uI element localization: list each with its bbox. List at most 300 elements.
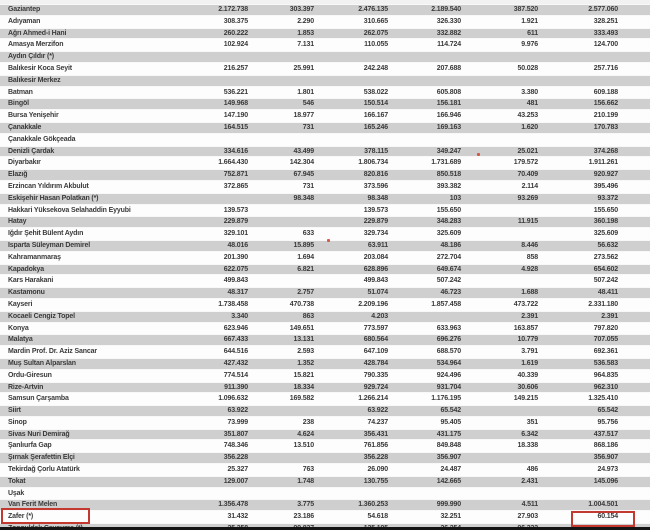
cell-value-3: 2.209.196 (358, 300, 388, 308)
cell-value-2: 731 (302, 123, 314, 131)
cell-value-4: 348.283 (436, 218, 461, 226)
cell-value-4: 103 (449, 194, 461, 202)
cell-value-2: 13.131 (293, 336, 314, 344)
cell-value-2: 238 (302, 418, 314, 426)
cell-value-2: 1.748 (297, 477, 314, 485)
cell-value-2: 1.352 (297, 359, 314, 367)
cell-value-6: 374.268 (593, 147, 618, 155)
cell-value-1: 164.515 (223, 123, 248, 131)
cell-value-3: 63.922 (367, 407, 388, 415)
cell-value-2: 633 (302, 230, 314, 238)
airport-name: Bingöl (8, 100, 29, 108)
airport-name: Şırnak Şerafettin Elçi (8, 454, 75, 462)
cell-value-4: 931.704 (436, 383, 461, 391)
cell-value-2: 1.801 (297, 88, 314, 96)
table-row (0, 440, 650, 452)
cell-value-2: 25.991 (293, 64, 314, 72)
cell-value-4: 696.276 (436, 336, 461, 344)
cell-value-1: 334.616 (223, 147, 248, 155)
cell-value-3: 1.360.253 (358, 501, 388, 509)
cell-value-4: 1.731.689 (431, 159, 461, 167)
cell-value-3: 165.246 (363, 123, 388, 131)
cell-value-4: 605.808 (436, 88, 461, 96)
cell-value-1: 216.257 (223, 64, 248, 72)
cell-value-2: 169.582 (289, 395, 314, 403)
table-row (0, 358, 650, 370)
table-row (0, 452, 650, 464)
cell-value-6: 920.927 (593, 171, 618, 179)
cell-value-5: 40.339 (517, 371, 538, 379)
cell-value-4: 2.189.540 (431, 6, 461, 13)
cell-value-6: 257.716 (593, 64, 618, 72)
red-highlight-box-zafer-total (571, 511, 635, 527)
cell-value-6: 65.542 (597, 407, 618, 415)
cell-value-1: 308.375 (223, 17, 248, 25)
cell-value-1: 774.514 (223, 371, 248, 379)
red-mark-icon (477, 153, 480, 156)
table-row (0, 193, 650, 205)
cell-value-2: 546 (302, 100, 314, 108)
cell-value-6: 962.310 (593, 383, 618, 391)
cell-value-6: 273.562 (593, 253, 618, 261)
cell-value-1: 644.516 (223, 348, 248, 356)
table-row (0, 429, 650, 441)
cell-value-2: 13.510 (293, 442, 314, 450)
cell-value-1: 31.432 (227, 513, 248, 521)
cell-value-2: 303.397 (289, 6, 314, 13)
cell-value-6: 1.325.410 (588, 395, 618, 403)
table-row (0, 146, 650, 158)
cell-value-2: 149.651 (289, 324, 314, 332)
airport-table (0, 4, 650, 530)
cell-value-2: 763 (302, 466, 314, 474)
cell-value-4: 142.665 (436, 477, 461, 485)
airport-name: Rize-Artvin (8, 383, 44, 391)
cell-value-3: 820.816 (363, 171, 388, 179)
cell-value-1: 372.865 (223, 182, 248, 190)
cell-value-4: 1.857.458 (431, 300, 461, 308)
cell-value-6: 356.907 (593, 454, 618, 462)
cell-value-3: 51.074 (367, 289, 388, 297)
table-row (0, 299, 650, 311)
cell-value-5: 1.688 (521, 289, 538, 297)
cell-value-5: 179.572 (513, 159, 538, 167)
table-row (0, 405, 650, 417)
cell-value-3: 761.856 (363, 442, 388, 450)
cell-value-1: 201.390 (223, 253, 248, 261)
cell-value-6: 170.783 (593, 123, 618, 131)
airport-name: Batman (8, 88, 33, 96)
cell-value-6: 437.517 (593, 430, 618, 438)
cell-value-4: 999.990 (436, 501, 461, 509)
airport-name: Çanakkale Gökçeada (8, 135, 76, 143)
cell-value-5: 1.619 (521, 359, 538, 367)
cell-value-3: 310.665 (363, 17, 388, 25)
airport-name: Mardin Prof. Dr. Aziz Sancar (8, 348, 97, 356)
airport-name: Uşak (8, 489, 25, 497)
cell-value-3: 139.573 (363, 206, 388, 214)
cell-value-3: 229.879 (363, 218, 388, 226)
cell-value-4: 272.704 (436, 253, 461, 261)
table-row (0, 264, 650, 276)
cell-value-6: 328.251 (593, 17, 618, 25)
cell-value-5: 2.431 (521, 477, 538, 485)
cell-value-2: 2.593 (297, 348, 314, 356)
red-highlight-box-zafer-label (1, 508, 90, 524)
cell-value-5: 1.921 (521, 17, 538, 25)
airport-name: Hakkari Yüksekova Selahaddin Eyyubi (8, 206, 131, 214)
cell-value-5: 2.391 (521, 312, 538, 320)
cell-value-5: 9.976 (521, 41, 538, 49)
airport-name: Samsun Çarşamba (8, 395, 69, 403)
table-row (0, 98, 650, 110)
cell-value-6: 145.096 (593, 477, 618, 485)
cell-value-1: 3.340 (231, 312, 248, 320)
table-row (0, 499, 650, 511)
table-row (0, 157, 650, 169)
cell-value-1: 229.879 (223, 218, 248, 226)
cell-value-6: 654.602 (593, 265, 618, 273)
airport-name: Ağrı Ahmed-i Hani (8, 29, 67, 37)
table-row (0, 87, 650, 99)
cell-value-1: 48.016 (227, 241, 248, 249)
cell-value-5: 481 (526, 100, 538, 108)
cell-value-6: 395.496 (593, 182, 618, 190)
cell-value-5: 93.269 (517, 194, 538, 202)
cell-value-1: 536.221 (223, 88, 248, 96)
cell-value-4: 166.946 (436, 112, 461, 120)
cell-value-6: 707.055 (593, 336, 618, 344)
cell-value-3: 628.896 (363, 265, 388, 273)
table-row (0, 334, 650, 346)
cell-value-3: 63.911 (367, 241, 388, 249)
cell-value-5: 6.342 (521, 430, 538, 438)
cell-value-6: 156.662 (593, 100, 618, 108)
cell-value-6: 507.242 (593, 277, 618, 285)
cell-value-2: 23.186 (293, 513, 314, 521)
cell-value-5: 18.338 (517, 442, 538, 450)
cell-value-4: 207.688 (436, 64, 461, 72)
cell-value-6: 868.186 (593, 442, 618, 450)
table-row (0, 110, 650, 122)
table-row (0, 311, 650, 323)
cell-value-6: 1.911.261 (588, 159, 618, 167)
table-row (0, 417, 650, 429)
airport-name: Diyarbakır (8, 159, 41, 167)
table-row (0, 393, 650, 405)
cell-value-6: 48.411 (597, 289, 618, 297)
cell-value-2: 18.334 (293, 383, 314, 391)
cell-value-2: 731 (302, 182, 314, 190)
airport-name: Hatay (8, 218, 27, 226)
table-row (0, 205, 650, 217)
cell-value-3: 356.228 (363, 454, 388, 462)
cell-value-1: 260.222 (223, 29, 248, 37)
cell-value-6: 93.372 (597, 194, 618, 202)
cell-value-4: 507.242 (436, 277, 461, 285)
airport-name: Çanakkale (8, 123, 42, 131)
cell-value-3: 130.755 (363, 477, 388, 485)
airport-name: Kars Harakani (8, 277, 54, 285)
cell-value-2: 15.821 (293, 371, 314, 379)
cell-value-4: 688.570 (436, 348, 461, 356)
airport-name: Van Ferit Melen (8, 501, 58, 509)
table-row (0, 346, 650, 358)
cell-value-4: 924.496 (436, 371, 461, 379)
airport-name: Tokat (8, 477, 26, 485)
bottom-bar (0, 527, 650, 530)
cell-value-5: 2.114 (521, 182, 538, 190)
cell-value-3: 356.431 (363, 430, 388, 438)
airport-name: Gaziantep (8, 6, 41, 13)
airport-name: Kocaeli Cengiz Topel (8, 312, 75, 320)
cell-value-3: 929.724 (363, 383, 388, 391)
cell-value-5: 4.511 (521, 501, 538, 509)
cell-value-4: 46.723 (440, 289, 461, 297)
cell-value-5: 30.606 (517, 383, 538, 391)
cell-value-4: 332.882 (436, 29, 461, 37)
cell-value-1: 25.327 (227, 466, 248, 474)
cell-value-3: 1.806.734 (358, 159, 388, 167)
cell-value-5: 27.903 (517, 513, 538, 521)
cell-value-3: 1.266.214 (358, 395, 388, 403)
cell-value-1: 752.871 (223, 171, 248, 179)
cell-value-1: 149.968 (223, 100, 248, 108)
cell-value-4: 156.181 (436, 100, 461, 108)
table-row (0, 488, 650, 500)
table-row (0, 51, 650, 63)
table-row (0, 323, 650, 335)
cell-value-2: 863 (302, 312, 314, 320)
cell-value-5: 1.620 (521, 123, 538, 131)
airport-name: Amasya Merzifon (8, 41, 64, 49)
cell-value-3: 4.203 (371, 312, 388, 320)
table-row (0, 287, 650, 299)
cell-value-4: 349.247 (436, 147, 461, 155)
cell-value-5: 858 (526, 253, 538, 261)
cell-value-5: 611 (527, 29, 538, 37)
cell-value-6: 2.391 (601, 312, 618, 320)
cell-value-1: 351.807 (223, 430, 248, 438)
cell-value-1: 329.101 (223, 230, 248, 238)
cell-value-2: 2.757 (297, 289, 314, 297)
table-row (0, 28, 650, 40)
cell-value-5: 50.028 (517, 64, 538, 72)
cell-value-1: 623.946 (223, 324, 248, 332)
cell-value-3: 262.075 (363, 29, 388, 37)
cell-value-1: 667.433 (223, 336, 248, 344)
cell-value-2: 142.304 (289, 159, 314, 167)
cell-value-2: 470.738 (289, 300, 314, 308)
cell-value-6: 325.609 (593, 230, 618, 238)
airport-name: Isparta Süleyman Demirel (8, 241, 90, 249)
cell-value-5: 473.722 (513, 300, 538, 308)
cell-value-5: 25.021 (517, 147, 538, 155)
cell-value-5: 10.779 (517, 336, 538, 344)
cell-value-2: 3.775 (297, 501, 314, 509)
cell-value-2: 15.895 (293, 241, 314, 249)
airport-name: Kapadokya (8, 265, 44, 273)
airport-name: Balıkesir Merkez (8, 76, 61, 84)
table-row (0, 122, 650, 134)
cell-value-1: 129.007 (223, 477, 248, 485)
cell-value-1: 1.356.478 (218, 501, 248, 509)
cell-value-6: 124.700 (593, 41, 618, 49)
cell-value-5: 3.791 (521, 348, 538, 356)
cell-value-6: 24.973 (597, 466, 618, 474)
table-row (0, 75, 650, 87)
cell-value-2: 67.945 (293, 171, 314, 179)
cell-value-5: 43.253 (517, 112, 538, 120)
cell-value-6: 536.583 (593, 359, 618, 367)
cell-value-6: 1.004.501 (588, 501, 618, 509)
airport-name: Kahramanmaraş (8, 253, 61, 261)
airport-name: Kayseri (8, 300, 33, 308)
airport-name: Siirt (8, 407, 21, 415)
cell-value-3: 773.597 (363, 324, 388, 332)
cell-value-3: 428.784 (363, 359, 388, 367)
cell-value-3: 538.022 (363, 88, 388, 96)
airport-name: Erzincan Yıldırım Akbulut (8, 182, 89, 190)
cell-value-5: 70.409 (517, 171, 538, 179)
cell-value-1: 622.075 (223, 265, 248, 273)
cell-value-4: 431.175 (436, 430, 461, 438)
cell-value-4: 633.963 (436, 324, 461, 332)
cell-value-4: 95.405 (440, 418, 461, 426)
cell-value-1: 427.432 (223, 359, 248, 367)
airport-name: Balıkesir Koca Seyit (8, 64, 72, 72)
table-row (0, 169, 650, 181)
cell-value-4: 169.163 (436, 123, 461, 131)
airport-name: Eskişehir Hasan Polatkan (*) (8, 194, 99, 202)
cell-value-1: 102.924 (223, 41, 248, 49)
cell-value-4: 24.487 (440, 466, 461, 474)
cell-value-1: 73.999 (227, 418, 248, 426)
cell-value-2: 18.977 (293, 112, 314, 120)
cell-value-5: 486 (526, 466, 538, 474)
cell-value-1: 499.843 (223, 277, 248, 285)
cell-value-3: 499.843 (363, 277, 388, 285)
cell-value-3: 680.564 (363, 336, 388, 344)
cell-value-3: 26.090 (367, 466, 388, 474)
cell-value-3: 242.248 (363, 64, 388, 72)
cell-value-6: 95.756 (597, 418, 618, 426)
airport-name: Sivas Nuri Demirağ (8, 430, 70, 438)
cell-value-4: 32.251 (440, 513, 461, 521)
cell-value-2: 4.624 (297, 430, 314, 438)
airport-name: Zafer (*) (8, 513, 34, 521)
cell-value-6: 797.820 (593, 324, 618, 332)
cell-value-3: 110.055 (364, 41, 388, 49)
cell-value-4: 356.907 (436, 454, 461, 462)
cell-value-2: 98.348 (293, 194, 314, 202)
cell-value-5: 3.380 (521, 88, 538, 96)
cell-value-3: 2.476.135 (358, 6, 388, 13)
table-row (0, 464, 650, 476)
cell-value-5: 149.215 (513, 395, 538, 403)
cell-value-5: 4.928 (521, 265, 538, 273)
airport-name: Denizli Çardak (8, 147, 55, 155)
table-row (0, 181, 650, 193)
cell-value-1: 63.922 (227, 407, 248, 415)
cell-value-3: 74.237 (367, 418, 388, 426)
cell-value-6: 210.199 (593, 112, 618, 120)
table-row (0, 252, 650, 264)
cell-value-5: 11.915 (517, 218, 538, 226)
cell-value-4: 155.650 (436, 206, 461, 214)
airport-name: Tekirdağ Çorlu Atatürk (8, 466, 80, 474)
cell-value-3: 790.335 (363, 371, 388, 379)
cell-value-4: 1.176.195 (431, 395, 461, 403)
cell-value-3: 98.348 (367, 194, 388, 202)
cell-value-2: 1.853 (297, 29, 314, 37)
cell-value-3: 373.596 (363, 182, 388, 190)
airport-name: Malatya (8, 336, 33, 344)
cell-value-4: 849.848 (436, 442, 461, 450)
cell-value-3: 647.109 (363, 348, 388, 356)
airport-name: Şanlıurfa Gap (8, 442, 52, 450)
cell-value-4: 114.724 (437, 41, 461, 49)
table-row (0, 134, 650, 146)
cell-value-2: 7.131 (297, 41, 314, 49)
cell-value-3: 54.618 (367, 513, 388, 521)
cell-value-1: 48.317 (227, 289, 248, 297)
cell-value-6: 964.835 (593, 371, 618, 379)
cell-value-3: 329.734 (363, 230, 388, 238)
cell-value-4: 534.964 (436, 359, 461, 367)
cell-value-5: 387.520 (513, 6, 538, 13)
table-row (0, 476, 650, 488)
cell-value-6: 360.198 (593, 218, 618, 226)
airport-name: Aydın Çıldır (*) (8, 53, 54, 61)
cell-value-1: 2.172.738 (218, 6, 248, 13)
table-row (0, 63, 650, 75)
cell-value-3: 166.167 (363, 112, 388, 120)
cell-value-1: 1.664.430 (218, 159, 248, 167)
airport-name: Bursa Yenişehir (8, 112, 59, 120)
cell-value-4: 393.382 (436, 182, 461, 190)
table-row (0, 370, 650, 382)
cell-value-4: 65.542 (440, 407, 461, 415)
airport-name: Muş Sultan Alparslan (8, 359, 76, 367)
airport-name: Iğdır Şehit Bülent Aydın (8, 230, 84, 238)
cell-value-6: 609.188 (593, 88, 618, 96)
cell-value-1: 1.096.632 (218, 395, 248, 403)
cell-value-6: 2.577.060 (588, 6, 618, 13)
cell-value-1: 911.390 (224, 383, 248, 391)
cell-value-2: 6.821 (297, 265, 314, 273)
cell-value-3: 378.115 (364, 147, 388, 155)
cell-value-1: 1.738.458 (218, 300, 248, 308)
cell-value-1: 748.346 (223, 442, 248, 450)
cell-value-2: 43.499 (293, 147, 314, 155)
table-row (0, 39, 650, 51)
cell-value-3: 150.514 (363, 100, 388, 108)
cell-value-5: 163.857 (513, 324, 538, 332)
airport-name: Ordu-Giresun (8, 371, 52, 379)
table-row (0, 275, 650, 287)
cell-value-4: 326.330 (436, 17, 461, 25)
cell-value-5: 351 (526, 418, 538, 426)
cell-value-6: 56.632 (597, 241, 618, 249)
cell-value-1: 139.573 (223, 206, 248, 214)
cell-value-6: 333.493 (593, 29, 618, 37)
red-mark-icon (327, 239, 330, 242)
airport-name: Elazığ (8, 171, 28, 179)
cell-value-4: 325.609 (436, 230, 461, 238)
cell-value-3: 203.084 (363, 253, 388, 261)
table-row (0, 216, 650, 228)
